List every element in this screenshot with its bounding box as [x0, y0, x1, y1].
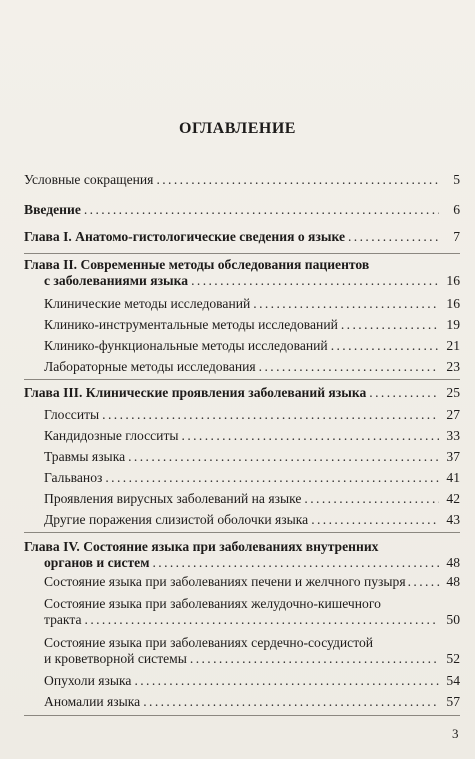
- toc-entry-chapter-2: [24, 257, 460, 289]
- page-number: 3: [452, 726, 459, 741]
- toc-entry-page: 54: [446, 673, 460, 688]
- toc-entry-first-line: Состояние языка при заболеваниях сердечно-сосудистой: [44, 635, 374, 650]
- toc-entry-text: Состояние языка при заболеваниях печени и желчного пузыря: [44, 574, 406, 589]
- toc-entry-chapter-1: [24, 229, 460, 245]
- toc-entry-text: Глава III. Клинические проявления заболеваний языка: [24, 385, 367, 400]
- section-divider: [24, 379, 460, 380]
- toc-entry-liver-diseases: [24, 574, 460, 590]
- toc-entry-page: 48: [446, 555, 460, 570]
- toc-entry-introduction: [24, 202, 460, 218]
- leader-dots: [128, 449, 439, 465]
- toc-entry-text: органов и систем: [44, 555, 150, 570]
- toc-entry-text: Условные сокращения: [24, 172, 154, 187]
- leader-dots: [259, 359, 439, 375]
- toc-entry-text: Введение: [24, 202, 81, 217]
- toc-entry-tumors: [24, 673, 460, 689]
- toc-entry-first-line: Глава IV. Состояние языка при заболеваниях внутренних: [24, 539, 379, 554]
- toc-entry-text: Глосситы: [44, 407, 100, 422]
- toc-entry-glossitis: [24, 407, 460, 423]
- toc-entry-text: Клинико-инструментальные методы исследований: [44, 317, 338, 332]
- toc-entry-text: Другие поражения слизистой оболочки языка: [44, 512, 309, 527]
- leader-dots: [304, 491, 439, 507]
- toc-entry-viral-diseases: [24, 491, 460, 507]
- toc-entry-page: 23: [446, 359, 460, 374]
- leader-dots: [84, 202, 439, 218]
- leader-dots: [102, 407, 439, 423]
- toc-entry-candida-glossitis: [24, 428, 460, 444]
- section-divider: [24, 532, 460, 533]
- toc-entry-first-line: Глава II. Современные методы обследования пациентов: [24, 257, 370, 272]
- toc-entry-page: 27: [446, 407, 460, 422]
- toc-entry-page: 16: [446, 273, 460, 288]
- toc-entry-chapter-3: [24, 385, 460, 401]
- toc-entry-text: Опухоли языка: [44, 673, 132, 688]
- leader-dots: [408, 574, 440, 590]
- toc-entry-text: Глава I. Анатомо-гистологические сведения о языке: [24, 229, 345, 244]
- toc-entry-instrumental-methods: [24, 317, 460, 333]
- leader-dots: [253, 296, 439, 312]
- leader-dots: [143, 694, 439, 710]
- toc-entry-text: и кроветворной системы: [44, 651, 187, 666]
- toc-entry-clinical-methods: [24, 296, 460, 312]
- leader-dots: [311, 512, 439, 528]
- toc-entry-page: 7: [453, 229, 460, 244]
- toc-entry-text: Проявления вирусных заболеваний на языке: [44, 491, 302, 506]
- toc-entry-text: Кандидозные глосситы: [44, 428, 179, 443]
- toc-entry-text: Гальваноз: [44, 470, 103, 485]
- toc-entry-laboratory-methods: [24, 359, 460, 375]
- leader-dots: [191, 273, 439, 289]
- toc-entry-page: 25: [446, 385, 460, 400]
- toc-entry-gi-diseases: [24, 596, 460, 628]
- toc-entry-page: 5: [453, 172, 460, 187]
- toc-entry-first-line: Состояние языка при заболеваниях желудочно-кишечного: [44, 596, 381, 611]
- toc-entry-text: Травмы языка: [44, 449, 126, 464]
- toc-entry-text: Аномалии языка: [44, 694, 141, 709]
- toc-entry-galvanosis: [24, 470, 460, 486]
- leader-dots: [190, 651, 439, 667]
- toc-entry-text: Клинические методы исследований: [44, 296, 251, 311]
- leader-dots: [156, 172, 439, 188]
- toc-entry-functional-methods: [24, 338, 460, 354]
- toc-entry-text: Клинико-функциональные методы исследований: [44, 338, 328, 353]
- page-title: ОГЛАВЛЕНИЕ: [179, 120, 296, 137]
- toc-entry-page: 16: [446, 296, 460, 311]
- toc-entry-page: 52: [446, 651, 460, 666]
- toc-entry-page: 48: [446, 574, 460, 589]
- toc-entry-anomalies: [24, 694, 460, 710]
- leader-dots: [341, 317, 439, 333]
- section-divider: [24, 715, 460, 716]
- toc-entry-chapter-4: [24, 539, 460, 571]
- toc-entry-page: 57: [446, 694, 460, 709]
- toc-entry-page: 37: [446, 449, 460, 464]
- leader-dots: [348, 229, 439, 245]
- leader-dots: [369, 385, 439, 401]
- toc-entry-text: с заболеваниями языка: [44, 273, 189, 288]
- toc-entry-page: 41: [446, 470, 460, 485]
- leader-dots: [105, 470, 439, 486]
- leader-dots: [331, 338, 439, 354]
- section-divider: [24, 253, 460, 254]
- toc-entry-page: 33: [446, 428, 460, 443]
- leader-dots: [182, 428, 439, 444]
- toc-entry-page: 42: [446, 491, 460, 506]
- toc-entry-page: 43: [446, 512, 460, 527]
- toc-entry-abbreviations: [24, 172, 460, 188]
- toc-entry-page: 21: [446, 338, 460, 353]
- toc-entry-text: тракта: [44, 612, 82, 627]
- leader-dots: [152, 555, 439, 571]
- leader-dots: [85, 612, 439, 628]
- toc-entry-page: 6: [453, 202, 460, 217]
- toc-entry-cardio-diseases: [24, 635, 460, 667]
- toc-entry-text: Лабораторные методы исследования: [44, 359, 256, 374]
- toc-entry-tongue-trauma: [24, 449, 460, 465]
- toc-entry-other-lesions: [24, 512, 460, 528]
- toc-entry-page: 19: [446, 317, 460, 332]
- leader-dots: [134, 673, 439, 689]
- toc-entry-page: 50: [446, 612, 460, 627]
